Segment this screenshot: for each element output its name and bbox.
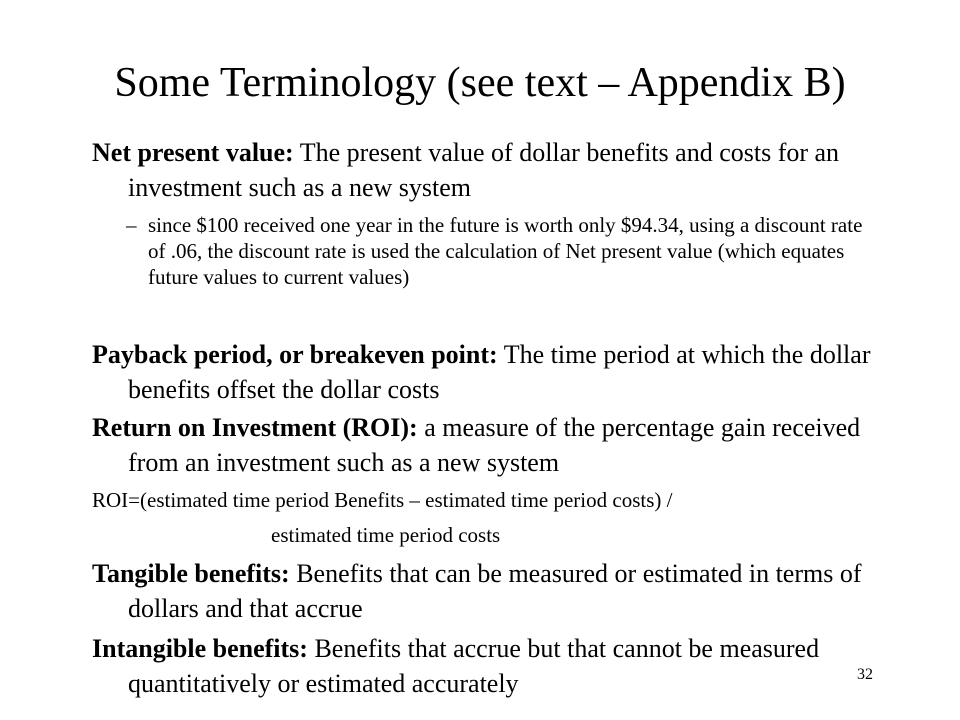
term-tangible-benefits (92, 556, 892, 626)
term-return-on-investment (92, 410, 892, 480)
term-definition: The time period at which the dollar benefits offset the dollar costs (128, 340, 871, 404)
roi-formula-numerator: ROI=(estimated time period Benefits – estimated time period costs) / (92, 488, 673, 512)
roi-formula-denominator: estimated time period costs (271, 523, 501, 547)
term-label: Payback period, or breakeven point: (92, 340, 498, 369)
term-intangible-benefits (92, 631, 892, 701)
page-number: 32 (857, 666, 873, 683)
slide-title: Some Terminology (see text – Appendix B) (114, 60, 846, 106)
term-label: Net present value: (92, 138, 294, 167)
term-definition: The present value of dollar benefits and costs for an investment such as a new system (128, 138, 840, 202)
term-definition: Benefits that can be measured or estimated in terms of dollars and that accrue (128, 559, 862, 623)
term-label: Intangible benefits: (92, 634, 308, 663)
term-definition: Benefits that accrue but that cannot be measured quantitatively or estimated accurately (128, 634, 820, 698)
term-net-present-value (92, 135, 892, 205)
term-payback-period (92, 337, 892, 407)
term-label: Tangible benefits: (92, 559, 290, 588)
sub-bullet-text: since $100 received one year in the future is worth only $94.34, using a discount rate of .06, the discount rate is used the calculation of Net present value (which equates future values to current values) (148, 213, 863, 289)
dash-bullet: – (126, 213, 137, 237)
term-definition: a measure of the percentage gain received from an investment such as a new system (128, 413, 861, 477)
term-label: Return on Investment (ROI): (92, 413, 418, 442)
npv-sub-bullet (126, 212, 868, 290)
